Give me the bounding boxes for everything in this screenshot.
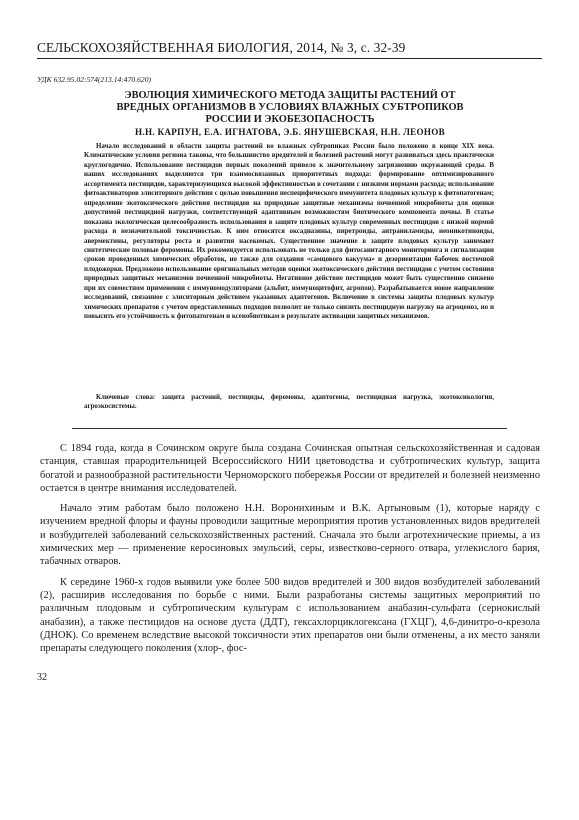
abstract-divider [72,428,507,429]
keywords: Ключевые слова: защита растений, пестициды, феромоны, адаптогены, пестицидная нагрузка, экотоксикология, агроэкосистемы. [84,394,494,411]
page-number: 32 [37,672,47,683]
article-body [40,442,540,662]
body-paragraph: Начало этим работам было положено Н.Н. Воронихиным и В.К. Артыновым (1), которые наряду с изучением вредной флоры и фауны проводили защитные мероприятия против установленных видов вредителей и возбудителей заболеваний сельскохозяйственных растений. Сначала это были агротехнические приемы, а из химических мер — применение керосиновых эмульсий, серы, известково-серного отвара, углекислого бария, табачных отваров. [40,503,540,568]
body-paragraph: К середине 1960-х годов выявили уже более 500 видов вредителей и 300 видов возбудителей заболеваний (2), расширив исследования по борьбе с ними. Были разработаны системы защитных мероприятий по различным плодовым и субтропическим культурам с использованием анабазин-сульфата (сернокислый анабазин), а также пестицидов на основе дуста (ДДТ), гексахлорциклогексана (ГХЦГ), 4,6-динитро-о-крезола (ДНОК). Со временем вследствие высокой токсичности этих препаратов они были отменены, а их место заняли препараты следующего поколения (хлор-, фос- [40,576,540,655]
article-title [44,90,536,126]
journal-header: СЕЛЬСКОХОЗЯЙСТВЕННАЯ БИОЛОГИЯ, 2014, № 3, с. 32-39 [37,40,406,55]
abstract: Начало исследований в области защиты растений во влажных субтропиках России было положено в конце XIX века. Климатические условия региона таковы, что большинство вредителей и болезней растений могут развиваться здесь практически круглогодично. Использование пестицидов первых поколений привело к значительному загрязнению окружающей среды. В наших исследованиях выделяются три взаимосвязанных приоритетных подхода: формирование оптимизированного ассортимента пестицидов, характеризующихся высокой эффективностью в сочетании с низкими нормами расхода; использование фитоактиваторов элиситорного действия с целью повышения неспецифического иммунитета плодовых культур к фитопатогенам; определение экотоксического действия пестицидов на природные защитные механизмы почвенной микробиоты для оценки допустимой пестицидной нагрузки, соответствующей адаптивным возможностям биотического компонента почвы. В статье показана экологическая целесообразность использования в защите плодовых культур современных пестицидов с низкой нормой расхода и незначительной токсичностью. К ним относятся оксадиазины, пиретроиды, антраниламиды, неоникотиноиды, авермектины, регуляторы роста и развития насекомых. Существенное значение в защите плодовых культур занимают синтетические половые феромоны. Их рекомендуется использовать не только для фитосанитарного мониторинга и сигнализации сроков проведенных химических обработок, но также для создания «самцового вакуума» и дезориентации бабочек восточной плодожорки. Предложено использование оригинальных методов оценки экотоксического действия пестицидов с учетом состояния природных защитных механизмов почвенной микробиоты. Негативное действие пестицидов может быть существенно снижено при их совместном применении с иммуномодуляторами (альбит, иммуноцитофит, агропон). Разрабатывается новое направление исследований, связанное с элиситорным действием указанных адаптогенов. Включение в системы защиты плодовых культур химических препаратов с учетом представленных подходов позволит не только снизить пестицидную нагрузку на агроценоз, но и повысить его устойчивость к фитопатогенам и ксенобиотикам в результате активации защитных механизмов. [84,143,494,321]
body-paragraph: С 1894 года, когда в Сочинском округе была создана Сочинская опытная сельскохозяйственная и садовая станция, ставшая прародительницей Всероссийского НИИ цветоводства и субтропических культур, защита богатой и разнообразной растительности Черноморского побережья России от вредителей и болезней неизменно остается в центре внимания исследователей. [40,443,540,494]
title-line: ВРЕДНЫХ ОРГАНИЗМОВ В УСЛОВИЯХ ВЛАЖНЫХ СУБТРОПИКОВ [116,102,464,114]
authors: Н.Н. КАРПУН, Е.А. ИГНАТОВА, Э.Б. ЯНУШЕВСКАЯ, Н.Н. ЛЕОНОВ [135,127,445,137]
title-line: РОССИИ И ЭКОБЕЗОПАСНОСТЬ [205,114,375,126]
udc-code: УДК 632.95.02:574(213.14:470.620) [37,75,152,84]
header-rule [37,58,542,59]
title-line: ЭВОЛЮЦИЯ ХИМИЧЕСКОГО МЕТОДА ЗАЩИТЫ РАСТЕНИЙ ОТ [124,90,456,101]
